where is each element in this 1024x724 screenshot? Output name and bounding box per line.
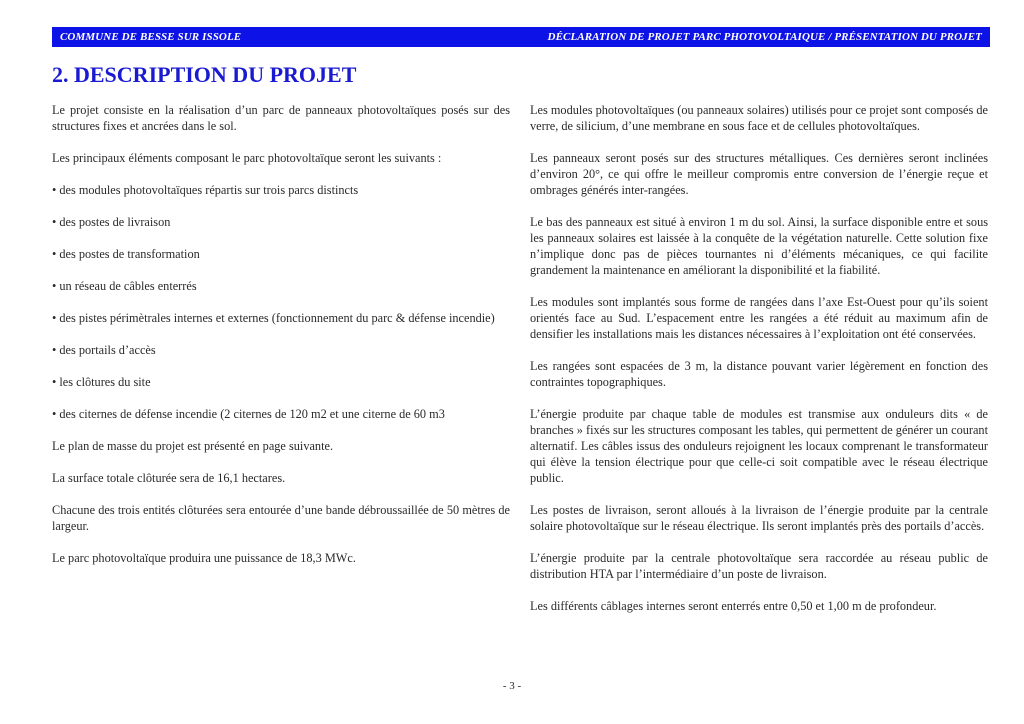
paragraph: Les rangées sont espacées de 3 m, la distance pouvant varier légèrement en fonction des contraintes topographiques. (530, 359, 988, 389)
list-item: • des postes de livraison (52, 215, 171, 229)
paragraph: Le parc photovoltaïque produira une puissance de 18,3 MWc. (52, 551, 356, 565)
paragraph: Les modules photovoltaïques (ou panneaux solaires) utilisés pour ce projet sont composés de verre, de silicium, d’une membrane en sous face et de cellules photovoltaïques. (530, 103, 988, 133)
paragraph: L’énergie produite par chaque table de modules est transmise aux onduleurs dits « de branches » fixés sur les structures composant les tables, qui permettent de générer un courant alternatif. Les câbles issus des onduleurs rejoignent les locaux comprenant le transformateur qui élève la tension électrique pour que celle-ci soit compatible avec le réseau électrique public. (530, 407, 988, 485)
list-item: • les clôtures du site (52, 375, 151, 389)
header-band (52, 27, 990, 47)
section-title: 2. DESCRIPTION DU PROJET (52, 62, 357, 87)
list-item: • des modules photovoltaïques répartis sur trois parcs distincts (52, 183, 359, 197)
paragraph: Les postes de livraison, seront alloués à la livraison de l’énergie produite par la centrale solaire photovoltaïque sur le réseau électrique. Ils seront implantés près des portails d’accès. (530, 503, 988, 533)
paragraph: Chacune des trois entités clôturées sera entourée d’une bande débroussaillée de 50 mètres de largeur. (52, 503, 510, 533)
list-item: • des citernes de défense incendie (2 citernes de 120 m2 et une citerne de 60 m3 (52, 407, 445, 421)
header-commune: COMMUNE DE BESSE SUR ISSOLE (60, 31, 242, 43)
paragraph: Les principaux éléments composant le parc photovoltaïque seront les suivants : (52, 151, 442, 165)
paragraph: L’énergie produite par la centrale photovoltaïque sera raccordée au réseau public de distribution HTA par l’intermédiaire d’un poste de livraison. (530, 551, 988, 581)
right-column (530, 102, 988, 630)
list-item: • des postes de transformation (52, 247, 200, 261)
list-item: • des pistes périmètrales internes et externes (fonctionnement du parc & défense incendie) (52, 311, 495, 325)
list-item: • des portails d’accès (52, 343, 156, 357)
paragraph: Le bas des panneaux est situé à environ 1 m du sol. Ainsi, la surface disponible entre et sous les panneaux solaires est laissée à la conquête de la végétation naturelle. Cette solution fixe n’implique donc pas de pièces tournantes ni d’éléments mécaniques, ce qui facilite grandement la maintenance en améliorant la disponibilité et la fiabilité. (530, 215, 988, 277)
left-column (52, 102, 510, 582)
list-item: • un réseau de câbles enterrés (52, 279, 197, 293)
paragraph: Les modules sont implantés sous forme de rangées dans l’axe Est-Ouest pour qu’ils soient orientés face au Sud. L’espacement entre les rangées a été réduit au maximum afin de densifier les installations mais les distances nécessaires à l’exploitation ont été conservées. (530, 295, 988, 341)
header-document-title: DÉCLARATION DE PROJET PARC PHOTOVOLTAIQUE / PRÉSENTATION DU PROJET (547, 31, 982, 43)
paragraph: Le plan de masse du projet est présenté en page suivante. (52, 439, 334, 453)
paragraph: Le projet consiste en la réalisation d’un parc de panneaux photovoltaïques posés sur des structures fixes et ancrées dans le sol. (52, 103, 510, 133)
paragraph: La surface totale clôturée sera de 16,1 hectares. (52, 471, 286, 485)
paragraph: Les panneaux seront posés sur des structures métalliques. Ces dernières seront inclinées d’environ 20°, ce qui offre le meilleur compromis entre conversion de l’énergie reçue et ombrages générés inter-rangées. (530, 151, 988, 197)
page-number: - 3 - (502, 680, 522, 692)
paragraph: Les différents câblages internes seront enterrés entre 0,50 et 1,00 m de profondeur. (530, 599, 937, 613)
